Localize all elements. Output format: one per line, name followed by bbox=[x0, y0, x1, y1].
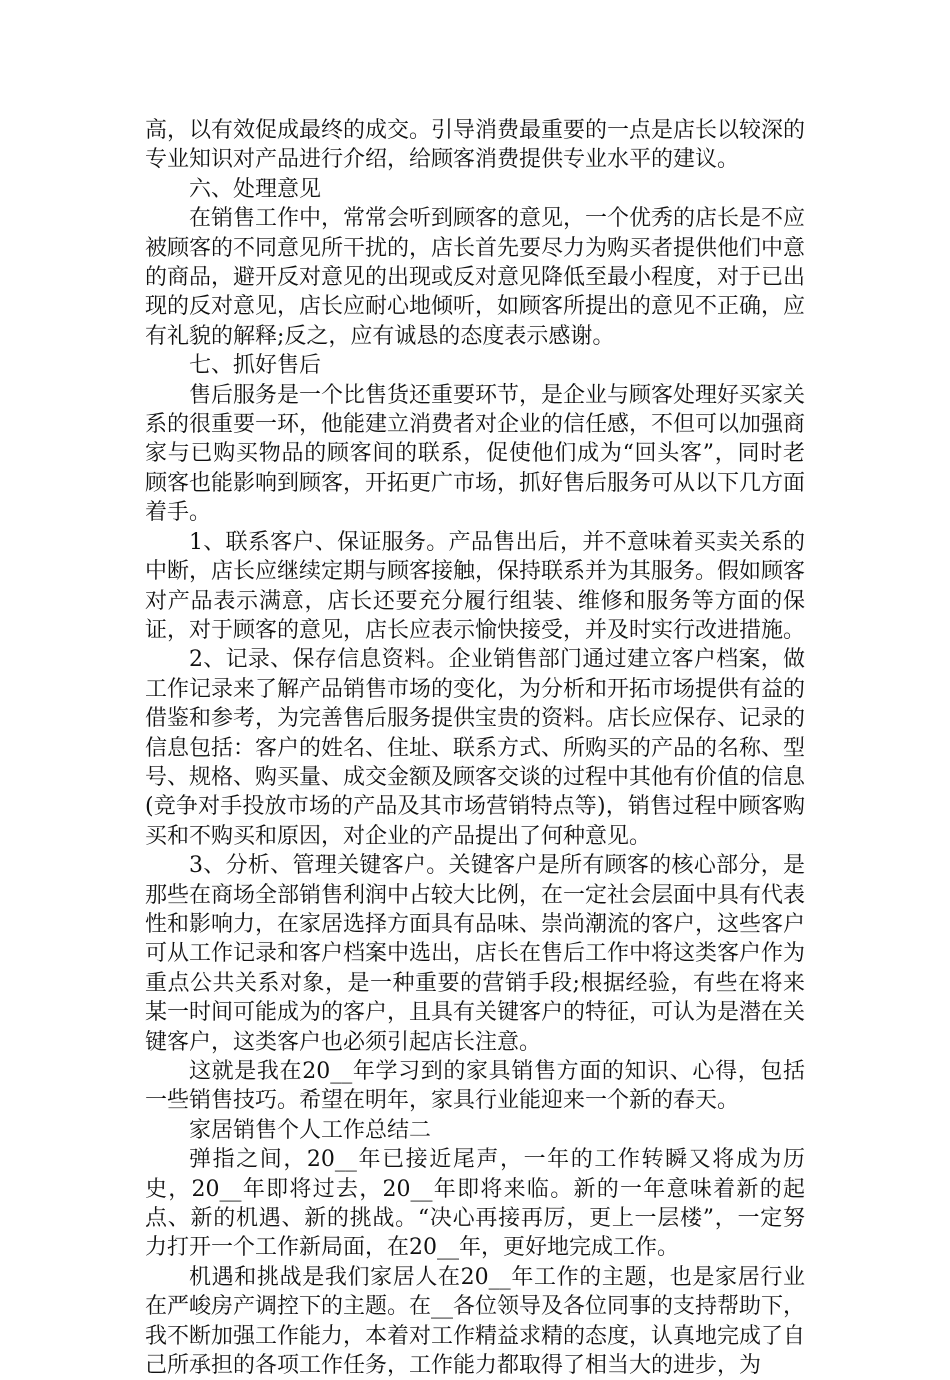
section-title-summary-two: 家居销售个人工作总结二 bbox=[189, 1117, 432, 1143]
paragraph-after-sales: 售后服务是一个比售货还重要环节，是企业与顾客处理好买家关系的很重要一环，他能建立消费者对企业的信任感，不但可以加强商家与已购买物品的顾客间的联系，促使他们成为“回头客”，同时老顾客也能影响到顾客，开拓更广市场，抓好售后服务可从以下几方面着手。 bbox=[145, 382, 806, 526]
paragraph-item-3: 3、分析、管理关键客户。关键客户是所有顾客的核心部分，是那些在商场全部销售利润中占较大比例，在一定社会层面中具有代表性和影响力，在家居选择方面具有品味、崇尚潮流的客户，这些客户可从工作记录和客户档案中选出，店长在售后工作中将这类客户作为重点公共关系对象，是一种重要的营销手段;根据经验，有些在将来某一时间可能成为的客户，且具有关键客户的特征，可认为是潜在关键客户，这类客户也必须引起店长注意。 bbox=[145, 853, 806, 1055]
paragraph-summary-body: 机遇和挑战是我们家居人在20__年工作的主题，也是家居行业在严峻房产调控下的主题。在__各位领导及各位同事的支持帮助下，我不断加强工作能力，本着对工作精益求精的态度，认真地完成了自己所承担的各项工作任务，工作能力都取得了相当大的进步，为 bbox=[145, 1264, 806, 1379]
paragraph-handle-opinions: 在销售工作中，常常会听到顾客的意见，一个优秀的店长是不应被顾客的不同意见所干扰的，店长首先要尽力为购买者提供他们中意的商品，避开反对意见的出现或反对意见降低至最小程度，对于已出现的反对意见，店长应耐心地倾听，如顾客所提出的意见不正确，应有礼貌的解释;反之，应有诚恳的态度表示感谢。 bbox=[145, 206, 806, 349]
paragraph-continuation: 高，以有效促成最终的成交。引导消费最重要的一点是店长以较深的专业知识对产品进行介绍，给顾客消费提供专业水平的建议。 bbox=[145, 118, 806, 173]
paragraph-summary-intro: 弹指之间，20__年已接近尾声，一年的工作转瞬又将成为历史，20__年即将过去，20__年即将来临。新的一年意味着新的起点、新的机遇、新的挑战。“决心再接再厉，更上一层楼”，一定努力打开一个工作新局面，在20__年，更好地完成工作。 bbox=[145, 1147, 805, 1261]
document-body bbox=[145, 116, 805, 1380]
paragraph-item-2: 2、记录、保存信息资料。企业销售部门通过建立客户档案，做工作记录来了解产品销售市场的变化，为分析和开拓市场提供有益的借鉴和参考，为完善售后服务提供宝贵的资料。店长应保存、记录的信息包括：客户的姓名、住址、联系方式、所购买的产品的名称、型号、规格、购买量、成交金额及顾客交谈的过程中其他有价值的信息(竞争对手投放市场的产品及其市场营销特点等)，销售过程中顾客购买和不购买和原因，对企业的产品提出了何种意见。 bbox=[145, 647, 806, 849]
heading-after-sales: 七、抓好售后 bbox=[189, 353, 322, 379]
heading-handle-opinions: 六、处理意见 bbox=[189, 176, 322, 202]
paragraph-item-1: 1、联系客户、保证服务。产品售出后，并不意味着买卖关系的中断，店长应继续定期与顾客接触，保持联系并为其服务。假如顾客对产品表示满意，店长还要充分履行组装、维修和服务等方面的保证，对于顾客的意见，店长应表示愉快接受，并及时实行改进措施。 bbox=[145, 529, 806, 643]
paragraph-conclusion: 这就是我在20__年学习到的家具销售方面的知识、心得，包括一些销售技巧。希望在明年，家具行业能迎来一个新的春天。 bbox=[145, 1059, 805, 1114]
